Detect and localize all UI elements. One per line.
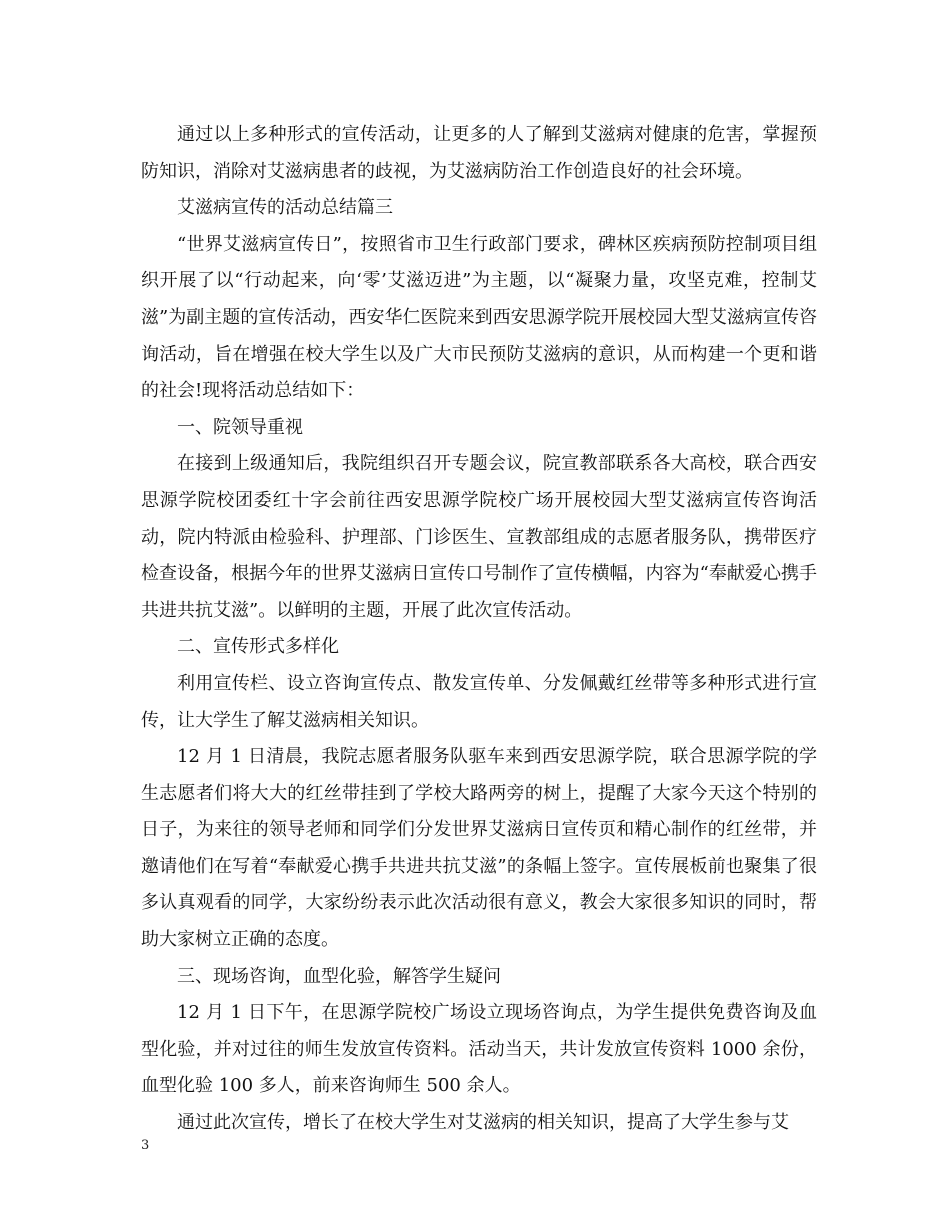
document-body <box>141 117 817 1142</box>
heading-diverse-forms: 二、宣传形式多样化 <box>177 636 339 658</box>
section-title-part-three: 艾滋病宣传的活动总结篇三 <box>177 197 393 219</box>
paragraph-morning-activity: 12 月 1 日清晨，我院志愿者服务队驱车来到西安思源学院，联合思源学院的学生志愿者们将大大的红丝带挂到了学校大路两旁的树上，提醒了大家今天这个特别的日子，为来往的领导老师和同学们分发世界艾滋病日宣传页和精心制作的红丝带，并邀请他们在写着“奉献爱心携手共进共抗艾滋”的条幅上签字。宣传展板前也聚集了很多认真观看的同学，大家纷纷表示此次活动很有意义，教会大家很多知识的同时，帮助大家树立正确的态度。 <box>141 746 817 951</box>
paragraph-afternoon-activity: 12 月 1 日下午，在思源学院校广场设立现场咨询点，为学生提供免费咨询及血型化验，并对过往的师生发放宣传资料。活动当天，共计发放宣传资料 1000 余份，血型化验 100 多人，前来咨询师生 500 余人。 <box>141 1002 817 1097</box>
paragraph-conclusion: 通过此次宣传，增长了在校大学生对艾滋病的相关知识，提高了大学生参与艾 <box>177 1112 789 1134</box>
paragraph-diverse-forms: 利用宣传栏、设立咨询宣传点、散发宣传单、分发佩戴红丝带等多种形式进行宣传，让大学生了解艾滋病相关知识。 <box>141 672 817 731</box>
paragraph-intro-summary: 通过以上多种形式的宣传活动，让更多的人了解到艾滋病对健康的危害，掌握预防知识，消除对艾滋病患者的歧视，为艾滋病防治工作创造良好的社会环境。 <box>141 124 817 182</box>
paragraph-leadership: 在接到上级通知后，我院组织召开专题会议，院宣教部联系各大高校，联合西安思源学院校团委红十字会前往西安思源学院校广场开展校园大型艾滋病宣传咨询活动，院内特派由检验科、护理部、门诊医生、宣教部组成的志愿者服务队，携带医疗检查设备，根据今年的世界艾滋病日宣传口号制作了宣传横幅，内容为“奉献爱心携手共进共抗艾滋”。以鲜明的主题，开展了此次宣传活动。 <box>141 453 817 621</box>
heading-onsite-consultation: 三、现场咨询，血型化验，解答学生疑问 <box>177 965 501 987</box>
heading-leadership: 一、院领导重视 <box>177 416 303 438</box>
page-number: 3 <box>141 1138 150 1153</box>
paragraph-world-aids-day: “世界艾滋病宣传日”，按照省市卫生行政部门要求，碑林区疾病预防控制项目组织开展了以“行动起来，向‘零’艾滋迈进”为主题，以“凝聚力量，攻坚克难，控制艾滋”为副主题的宣传活动，西安华仁医院来到西安思源学院开展校园大型艾滋病宣传咨询活动，旨在增强在校大学生以及广大市民预防艾滋病的意识，从而构建一个更和谐的社会!现将活动总结如下： <box>141 233 817 402</box>
